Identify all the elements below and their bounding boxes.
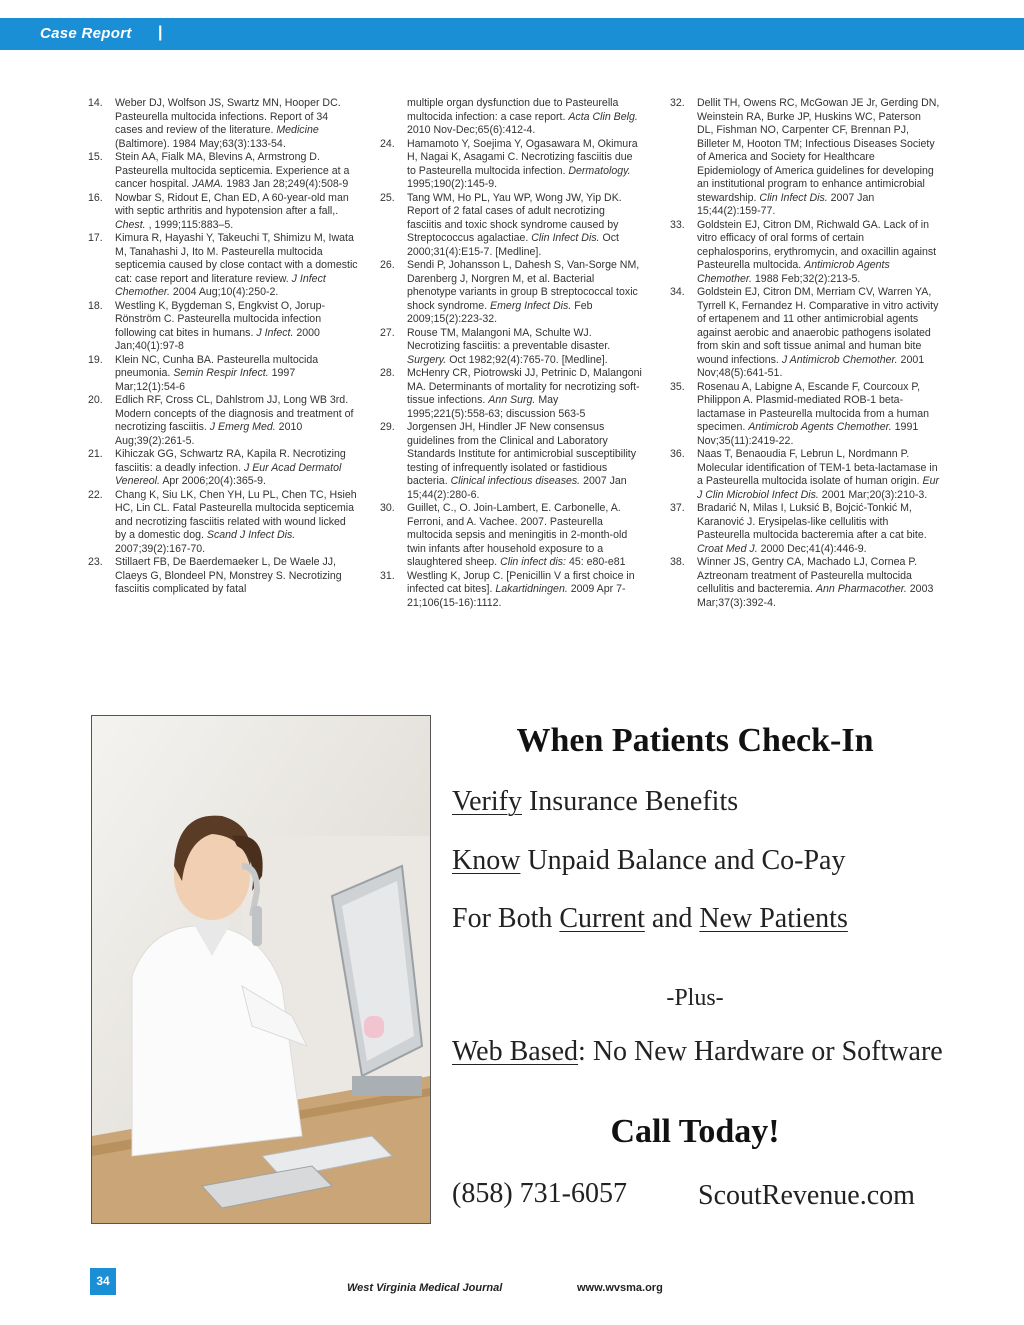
journal-name: Antimicrob Agents Chemother. (697, 259, 890, 285)
section-label: Case Report (40, 25, 132, 42)
reference-text-segment: Jorgensen JH, Hindler JF New consensus guidelines from the Clinical and Laboratory Standards Institute for antimicrobial susceptibility testing of infrequently isolated or fastidious bacteria. (407, 421, 637, 487)
reference-item (670, 448, 940, 502)
journal-name: Dermatology. (568, 164, 631, 177)
reference-text (115, 354, 358, 395)
footer-url[interactable]: www.wvsma.org (577, 1282, 663, 1294)
reference-text-segment: Stein AA, Fialk MA, Blevins A, Armstrong D. Pasteurella multocida septicemia. Experience at a cancer hospital. (115, 151, 350, 190)
reference-text-segment: Oct 1982;92(4):765-70. [Medline]. (446, 353, 608, 366)
reference-text-segment: Naas T, Benaoudia F, Lebrun L, Nordmann P. Molecular identification of TEM-1 beta-lactamase in a Pasteurella multocida isolate of human origin. (697, 448, 938, 487)
references-column-2 (380, 97, 642, 610)
reference-text-segment: Goldstein EJ, Citron DM, Merriam CV, Warren YA, Tyrrell K, Fernandez H. Comparative in vitro activity of ertapenem and 11 other antimicrobial agents against aerobic and anaerobic pathogens isolated from skin and soft tissue animal and human bite wound infections. (697, 286, 939, 366)
reference-text-segment: Dellit TH, Owens RC, McGowan JE Jr, Gerding DN, Weinstein RA, Burke JP, Huskins WC, Paterson DL, Fishman NO, Carpenter CF, Brennan PJ, Billeter M, Hooton TM; Infectious Diseases Society of America and Society for Healthcare Epidemiology of America guidelines for developing an institutional program to enhance antimicrobial stewardship. (697, 97, 940, 204)
journal-name: Emerg Infect Dis. (490, 299, 572, 312)
reference-item (380, 421, 642, 502)
reference-text (407, 192, 642, 260)
reference-text-segment: Klein NC, Cunha BA. Pasteurella multocida pneumonia. (115, 353, 319, 379)
reference-text-segment: Oct 2000;31(4):E15-7. [Medline]. (407, 232, 619, 258)
reference-item (88, 489, 358, 557)
web-based-rest: : No New Hardware or Software (578, 1036, 943, 1067)
reference-text-segment: Sendi P, Johansson L, Dahesh S, Van-Sorge NM, Darenberg J, Norgren M, et al. Bacterial phenotype variants in group B streptococcal toxic shock syndrome. (407, 259, 640, 312)
reference-text-segment: 2003 Mar;37(3):392-4. (697, 583, 934, 609)
reference-item (88, 192, 358, 233)
reference-number: 38. (670, 556, 685, 568)
reference-number: 35. (670, 380, 685, 393)
reference-text-segment: Westling K, Jorup C. [Penicillin V a first choice in infected cat bites]. (407, 569, 635, 595)
reference-number: 23. (88, 556, 103, 568)
ad-phone-number[interactable]: (858) 731-6057 (452, 1178, 627, 1209)
reference-number: 22. (88, 488, 103, 501)
reference-continuation (380, 97, 642, 138)
reference-text-segment: 2009 Apr 7-21;106(15-16):1112. (407, 583, 626, 609)
reference-text-segment: Weber DJ, Wolfson JS, Swartz MN, Hooper DC. Pasteurella multocida infections. Report of 34 cases and review of the literature. (115, 97, 341, 136)
reference-text-segment: Edlich RF, Cross CL, Dahlstrom JJ, Long WB 3rd. Modern concepts of the diagnosis and treatment of necrotizing fasciitis. (115, 394, 354, 433)
reference-number: 37. (670, 502, 685, 514)
reference-number: 27. (380, 326, 395, 339)
journal-name: J Eur Acad Dermatol Venereol. (115, 461, 342, 487)
reference-text-segment: McHenry CR, Piotrowski JJ, Petrinic D, Malangoni MA. Determinants of mortality for necrotizing soft-tissue infections. (407, 367, 642, 406)
new-patients-word: New Patients (699, 903, 848, 934)
journal-name: Clin infect dis: (500, 556, 567, 568)
reference-number: 36. (670, 448, 685, 460)
reference-text (407, 327, 642, 368)
reference-number: 16. (88, 191, 103, 204)
reference-item (670, 381, 940, 449)
reference-text (697, 502, 940, 556)
reference-number: 26. (380, 259, 395, 271)
reference-number: 19. (88, 353, 103, 366)
reference-text (407, 570, 642, 611)
journal-name: Acta Clin Belg. (568, 110, 638, 123)
reference-text-segment: 2004 Aug;10(4):250-2. (169, 286, 279, 298)
receptionist-photo (91, 715, 431, 1224)
reference-number: 33. (670, 218, 685, 231)
reference-text-segment: 45: e80-e81 (566, 556, 626, 568)
section-separator: | (158, 24, 163, 41)
verify-rest: Insurance Benefits (521, 786, 739, 817)
reference-text-segment: 1995;190(2):145-9. (407, 178, 498, 190)
journal-name: J Antimicrob Chemother. (781, 353, 898, 366)
journal-name: Lakartidningen. (495, 583, 568, 595)
verify-word: Verify (452, 786, 522, 817)
reference-item (88, 300, 358, 354)
reference-item (88, 556, 358, 597)
reference-item (380, 570, 642, 611)
reference-number: 21. (88, 448, 103, 460)
reference-text (115, 232, 358, 300)
reference-number: 14. (88, 97, 103, 109)
reference-text-segment: 2001 Nov;48(5):641-51. (697, 353, 925, 379)
reference-text-segment: 1997 Mar;12(1):54-6 (115, 367, 296, 393)
reference-item (88, 448, 358, 489)
reference-text (407, 502, 642, 570)
reference-text-segment: 2010 Aug;39(2):261-5. (115, 421, 303, 447)
know-word: Know (452, 845, 521, 876)
reference-number: 34. (670, 286, 685, 298)
reference-item (380, 367, 642, 421)
ad-line-verify (452, 786, 738, 818)
reference-text-segment: Apr 2006;20(4):365-9. (159, 475, 266, 487)
reference-text-segment: 2007 Jan 15;44(2):280-6. (407, 475, 627, 501)
web-based-word: Web Based (452, 1036, 579, 1067)
reference-text (697, 97, 940, 219)
journal-name: Surgery. (407, 353, 447, 366)
reference-text-segment: Stillaert FB, De Baerdemaeker L, De Waele JJ, Claeys G, Blondeel PN, Monstrey S. Necrotizing fasciitis complicated by fatal (115, 556, 342, 595)
reference-text (697, 286, 940, 381)
reference-text (697, 448, 940, 502)
reference-text-segment: May 1995;221(5):558-63; discussion 563-5 (407, 394, 586, 420)
reference-text-segment: 2007;39(2):167-70. (115, 542, 206, 555)
reference-item (670, 219, 940, 287)
reference-text-segment: Guillet, C., O. Join-Lambert, E. Carbonelle, A. Ferroni, and A. Vachee. 2007. Pasteurella multocida sepsis and meningitis in 2-month-old twin infants after household exposure to a slaughtered sheep. (407, 502, 628, 568)
references-column-1 (88, 97, 358, 597)
reference-text-segment: , 1999;115:883–5. (145, 218, 234, 231)
current-word: Current (559, 903, 645, 934)
reference-number: 31. (380, 569, 395, 582)
ad-website[interactable]: ScoutRevenue.com (698, 1180, 915, 1211)
journal-name: Ann Pharmacother. (815, 583, 907, 595)
ad-plus: -Plus- (666, 985, 724, 1011)
reference-text (697, 219, 940, 287)
reference-text-segment: Kimura R, Hayashi Y, Takeuchi T, Shimizu M, Iwata M, Tanahashi J, Ito M. Pasteurella multocida septicemia caused by close contact with a domestic cat: case report and literature review. (115, 232, 358, 285)
reference-text-segment: Chang K, Siu LK, Chen YH, Lu PL, Chen TC, Hsieh HC, Lin CL. Fatal Pasteurella multocida septicemia and necrotizing fasciitis related with wound licked by a domestic dog. (115, 488, 357, 541)
journal-name: Clin Infect Dis. (531, 232, 600, 244)
reference-number: 18. (88, 299, 103, 312)
reference-item (380, 138, 642, 192)
reference-item (380, 327, 642, 368)
patients-and: and (644, 903, 700, 934)
reference-item (88, 354, 358, 395)
reference-item (380, 259, 642, 327)
journal-name: Croat Med J. (697, 542, 758, 555)
journal-name: Eur J Clin Microbiol Infect Dis. (697, 475, 940, 501)
journal-name: J Infect Chemother. (115, 272, 326, 298)
know-rest: Unpaid Balance and Co-Pay (520, 845, 846, 876)
journal-name: Clinical infectious diseases. (450, 475, 581, 487)
reference-item (88, 394, 358, 448)
section-header-bar (0, 18, 1024, 50)
reference-text-segment: 1988 Feb;32(2):213-5. (751, 272, 861, 285)
reference-text-segment: Feb 2009;15(2):223-32. (407, 299, 593, 325)
journal-name: Semin Respir Infect. (173, 367, 269, 379)
ad-title: When Patients Check-In (516, 722, 874, 759)
reference-item (380, 502, 642, 570)
reference-text-segment: 2010 Nov-Dec;65(6):412-4. (407, 124, 536, 136)
reference-item (670, 286, 940, 381)
reference-text (115, 192, 358, 233)
reference-text-segment: 2000 Jan;40(1):97-8 (115, 326, 320, 352)
page-number: 34 (90, 1268, 116, 1295)
reference-text-segment: 2001 Mar;20(3):210-3. (818, 488, 928, 501)
reference-text-segment: (Baltimore). 1984 May;63(3):133-54. (115, 137, 286, 150)
reference-text-segment: Goldstein EJ, Citron DM, Richwald GA. Lack of in vitro efficacy of oral forms of certain cephalosporins, erythromycin, and oxacillin against Pasteurella multocida. (697, 218, 937, 271)
reference-text-segment: Westling K, Bygdeman S, Engkvist O, Jorup-Rönström C. Pasteurella multocida infection following cat bites in humans. (115, 299, 326, 339)
reference-number: 30. (380, 502, 395, 514)
reference-text (407, 421, 642, 502)
reference-item (670, 97, 940, 219)
reference-text (697, 556, 940, 610)
reference-number: 24. (380, 137, 395, 150)
reference-text-segment: Hamamoto Y, Soejima Y, Ogasawara M, Okimura H, Nagai K, Asagami C. Necrotizing fasciitis due to Pasteurella multocida infection. (407, 137, 638, 177)
reference-number: 15. (88, 151, 103, 163)
reference-item (670, 556, 940, 610)
reference-text-segment: Bradarić N, Milas I, Luksić B, Bojcić-Tonkić M, Karanović J. Erysipelas-like cellulitis with Pasteurella multocida bacteremia after a cat bite. (697, 502, 927, 541)
patients-lead: For Both (452, 903, 560, 934)
journal-name: Antimicrob Agents Chemother. (748, 421, 892, 433)
reference-item (88, 151, 358, 192)
ad-line-web (452, 1036, 943, 1068)
footer-journal-name: West Virginia Medical Journal (347, 1282, 503, 1294)
journal-name: J Infect. (256, 326, 294, 339)
reference-text-segment: 2000 Dec;41(4):446-9. (757, 542, 867, 555)
reference-text (115, 151, 358, 192)
reference-text (115, 394, 358, 448)
journal-name: Scand J Infect Dis. (206, 529, 296, 541)
reference-item (88, 97, 358, 151)
reference-text-segment: Kihiczak GG, Schwartz RA, Kapila R. Necrotizing fasciitis: a deadly infection. (115, 448, 346, 474)
reference-number: 28. (380, 367, 395, 379)
journal-name: JAMA. (192, 178, 224, 190)
reference-text (407, 259, 642, 327)
receptionist-illustration (92, 716, 430, 1223)
reference-item (380, 192, 642, 260)
journal-name: Chest. (115, 218, 146, 231)
journal-name: Ann Surg. (488, 394, 536, 406)
ad-line-know (452, 845, 845, 877)
reference-text (115, 556, 358, 597)
reference-text-segment: Tang WM, Ho PL, Yau WP, Wong JW, Yip DK. Report of 2 fatal cases of adult necrotizing fasciitis and toxic shock syndrome caused by Streptococcus agalactiae. (407, 191, 622, 244)
ad-line-patients (452, 903, 848, 935)
reference-text (407, 367, 642, 421)
reference-number: 20. (88, 394, 103, 406)
reference-text-segment: 1991 Nov;35(11):2419-22. (697, 421, 919, 447)
reference-text-segment: multiple organ dysfunction due to Pasteurella multocida infection: a case report. (407, 97, 619, 123)
reference-text (407, 138, 642, 192)
reference-number: 29. (380, 421, 395, 433)
reference-number: 17. (88, 232, 103, 244)
reference-number: 32. (670, 97, 685, 109)
reference-text-segment: 2007 Jan 15;44(2):159-77. (697, 191, 875, 217)
reference-text-segment: Nowbar S, Ridout E, Chan ED, A 60-year-old man with septic arthritis and hypotension after a fall,. (115, 191, 349, 217)
reference-item (88, 232, 358, 300)
reference-text (115, 300, 358, 354)
reference-text (115, 489, 358, 557)
reference-text-segment: 1983 Jan 28;249(4):508-9 (223, 178, 349, 190)
reference-text-segment: Rosenau A, Labigne A, Escande F, Courcoux P, Philippon A. Plasmid-mediated ROB-1 beta-lactamase in Pasteurella multocida from a human specimen. (697, 380, 929, 433)
reference-number: 25. (380, 191, 395, 204)
reference-text (115, 448, 358, 489)
reference-text-segment: Rouse TM, Malangoni MA, Schulte WJ. Necrotizing fasciitis: a preventable disaster. (407, 326, 611, 352)
journal-name: Clin Infect Dis. (759, 191, 828, 204)
references-column-3 (670, 97, 940, 610)
reference-text-segment: Winner JS, Gentry CA, Machado LJ, Cornea P. Aztreonam treatment of Pasteurella multocida cellulitis and bacteremia. (697, 556, 918, 595)
journal-name: Medicine (276, 124, 319, 136)
journal-name: J Emerg Med. (209, 421, 276, 433)
ad-call-today: Call Today! (610, 1113, 780, 1150)
reference-item (670, 502, 940, 556)
reference-text (697, 381, 940, 449)
reference-text (115, 97, 358, 151)
